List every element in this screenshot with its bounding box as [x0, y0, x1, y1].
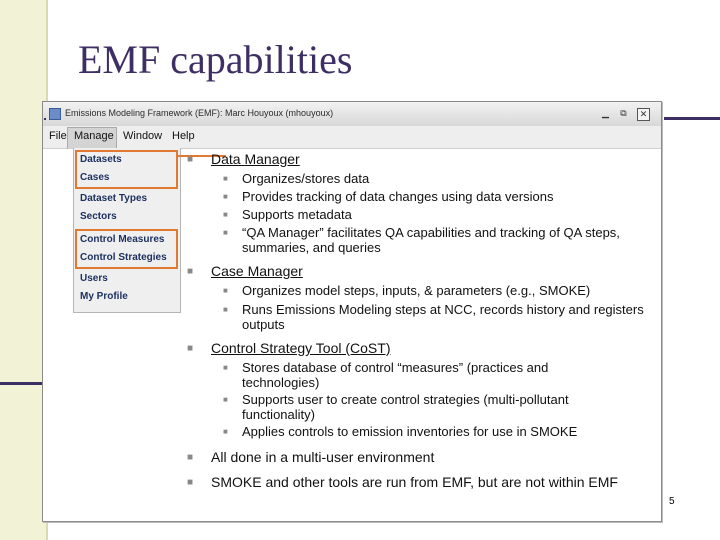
window-title: Emissions Modeling Framework (EMF): Marc Houyoux (mhouyoux) — [65, 108, 334, 118]
menu-item-cases[interactable]: Cases — [80, 172, 110, 183]
menu-manage[interactable]: Manage — [74, 130, 114, 142]
case-manager-item: Organizes model steps, inputs, & parameters (e.g., SMOKE) — [242, 283, 591, 298]
left-accent-line — [0, 382, 44, 385]
bullet-content — [43, 102, 661, 521]
data-manager-item: “QA Manager” facilitates QA capabilities and tracking of QA steps, summaries, and queries — [242, 225, 620, 255]
cost-item: Stores database of control “measures” (practices and technologies) — [242, 360, 549, 390]
bullet-marker: ■ — [223, 192, 228, 201]
bullet-marker: ■ — [223, 228, 228, 237]
right-accent-line — [664, 117, 720, 120]
menu-item-users[interactable]: Users — [80, 273, 108, 284]
page-number: 5 — [669, 496, 675, 507]
bullet-marker: ■ — [187, 266, 194, 277]
close-icon[interactable]: ✕ — [637, 108, 650, 121]
bullet-marker: ■ — [223, 174, 228, 183]
menu-item-dataset-types[interactable]: Dataset Types — [80, 193, 148, 204]
menu-window[interactable]: Window — [123, 130, 163, 142]
bullet-marker: ■ — [187, 154, 194, 165]
menu-item-my-profile[interactable]: My Profile — [80, 291, 128, 302]
bullet-marker: ■ — [187, 452, 194, 463]
bullet-marker: ■ — [187, 477, 194, 488]
smoke-tools-text: SMOKE and other tools are run from EMF, but are not within EMF — [211, 474, 618, 490]
menu-item-sectors[interactable]: Sectors — [80, 211, 117, 222]
menu-help[interactable]: Help — [172, 130, 195, 142]
bullet-marker: ■ — [223, 286, 228, 295]
bullet-marker: ■ — [223, 395, 228, 404]
title-rule-stub — [44, 118, 46, 120]
case-manager-heading: Case Manager — [211, 263, 303, 279]
menu-item-control-measures[interactable]: Control Measures — [80, 234, 165, 245]
slide-left-bar — [0, 0, 46, 540]
multi-user-text: All done in a multi-user environment — [211, 449, 435, 465]
cost-item: Applies controls to emission inventories for use in SMOKE — [242, 424, 578, 439]
menu-file[interactable]: File — [49, 130, 67, 142]
menu-item-datasets[interactable]: Datasets — [80, 154, 122, 165]
bullet-marker: ■ — [187, 343, 194, 354]
bullet-marker: ■ — [223, 427, 228, 436]
cost-heading: Control Strategy Tool (CoST) — [211, 340, 391, 356]
case-manager-item: Runs Emissions Modeling steps at NCC, records history and registers outputs — [242, 302, 644, 332]
data-manager-item: Organizes/stores data — [242, 171, 370, 186]
cost-item: Supports user to create control strategies (multi-pollutant functionality) — [242, 392, 569, 422]
slide-title: EMF capabilities — [78, 37, 353, 82]
data-manager-item: Supports metadata — [242, 207, 352, 222]
bullet-marker: ■ — [223, 363, 228, 372]
data-manager-heading: Data Manager — [211, 151, 300, 167]
bullet-marker: ■ — [223, 210, 228, 219]
menu-item-control-strategies[interactable]: Control Strategies — [80, 252, 167, 263]
restore-icon[interactable]: ⧉ — [620, 108, 627, 118]
emf-window — [42, 101, 662, 522]
data-manager-item: Provides tracking of data changes using data versions — [242, 189, 554, 204]
bullet-marker: ■ — [223, 305, 228, 314]
minimize-icon[interactable]: ▁ — [602, 108, 609, 118]
